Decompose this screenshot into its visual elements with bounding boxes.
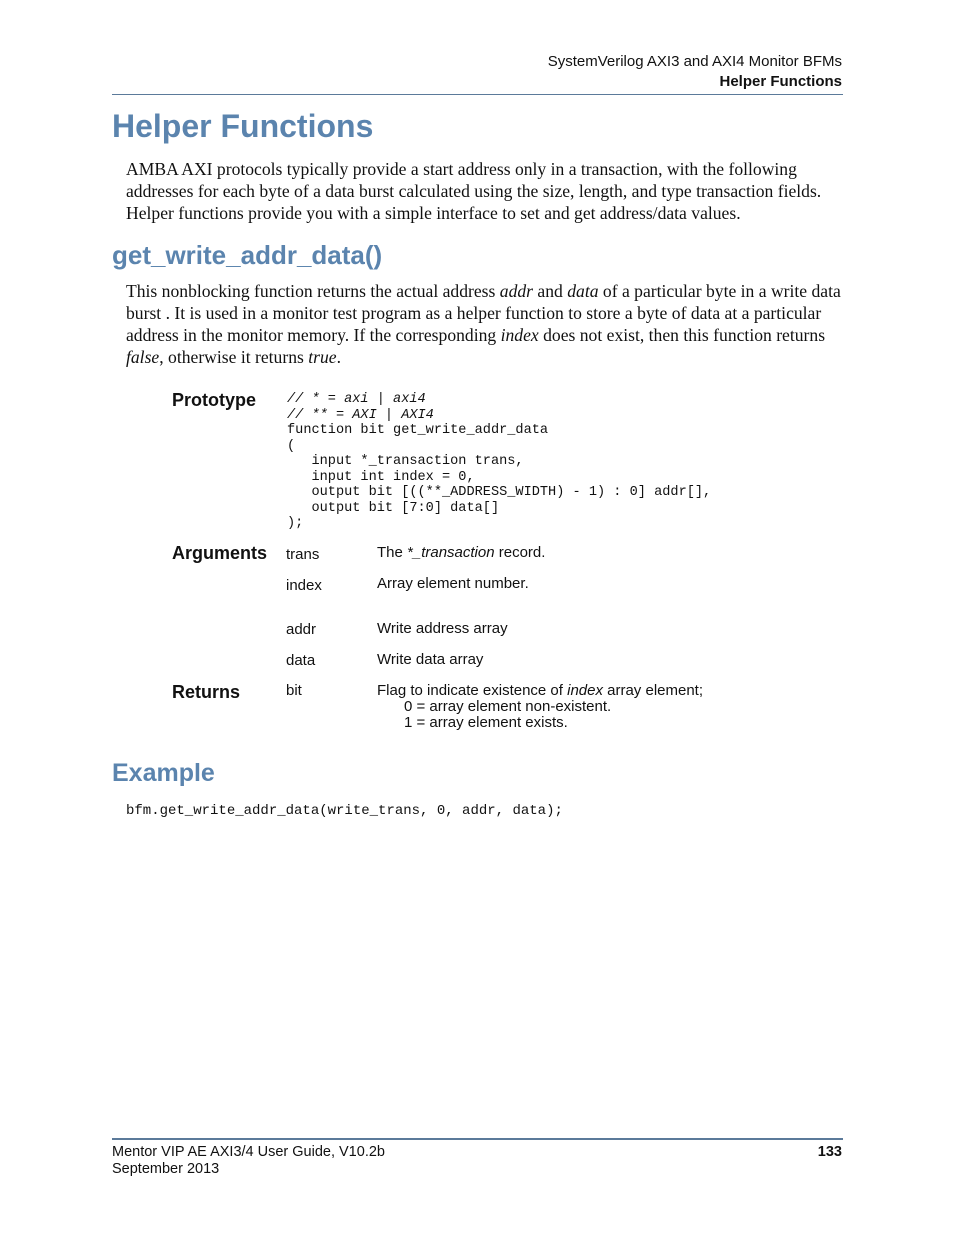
arg-desc-index: Array element number. — [377, 575, 529, 592]
arg-name-addr: addr — [286, 621, 317, 638]
footer-guide: Mentor VIP AE AXI3/4 User Guide, V10.2b — [112, 1144, 385, 1160]
header-rule — [112, 94, 843, 95]
returns-label: Returns — [172, 682, 241, 702]
prototype-code: // * = axi | axi4 // ** = AXI | AXI4 function bit get_write_addr_data ( input *_transaction trans, input int index = 0, output bit [((**_ADDRESS_WIDTH) - 1) : 0] addr[], output bit [7:0] data[] ); — [287, 392, 712, 531]
function-heading: get_write_addr_data() — [112, 240, 383, 270]
returns-description: Flag to indicate existence of index array element; 0 = array element non-existent. 1 = array element exists. — [377, 682, 704, 731]
footer — [112, 1144, 385, 1178]
example-heading: Example — [112, 759, 215, 787]
arg-name-data: data — [286, 652, 316, 669]
running-header — [548, 52, 842, 92]
arg-desc-addr: Write address array — [377, 620, 508, 637]
returns-type: bit — [286, 682, 302, 699]
arg-name-trans: trans — [286, 546, 320, 563]
example-code: bfm.get_write_addr_data(write_trans, 0, addr, data); — [126, 803, 563, 819]
page-title: Helper Functions — [112, 108, 374, 144]
intro-paragraph: AMBA AXI protocols typically provide a start address only in a transaction, with the following addresses for each byte of a data burst calculated using the size, length, and type transaction fields. Helper functions provide you with a simple interface to set and get address/data values. — [126, 159, 822, 223]
page-number: 133 — [817, 1144, 842, 1160]
header-doc-title: SystemVerilog AXI3 and AXI4 Monitor BFMs — [547, 53, 842, 70]
arguments-label: Arguments — [172, 543, 268, 563]
footer-date: September 2013 — [112, 1161, 220, 1177]
header-section: Helper Functions — [719, 73, 842, 90]
arg-desc-data: Write data array — [377, 651, 484, 668]
arg-desc-trans: The *_transaction record. — [377, 544, 546, 561]
prototype-label: Prototype — [172, 390, 257, 410]
function-description: This nonblocking function returns the actual address addr and data of a particular byte in a write data burst . It is used in a monitor test program as a helper function to store a byte of data at a particular address in the monitor memory. If the corresponding index does not exist, then this function returns false, otherwise it returns true. — [126, 281, 841, 367]
footer-rule — [112, 1138, 843, 1140]
arg-name-index: index — [286, 577, 322, 594]
